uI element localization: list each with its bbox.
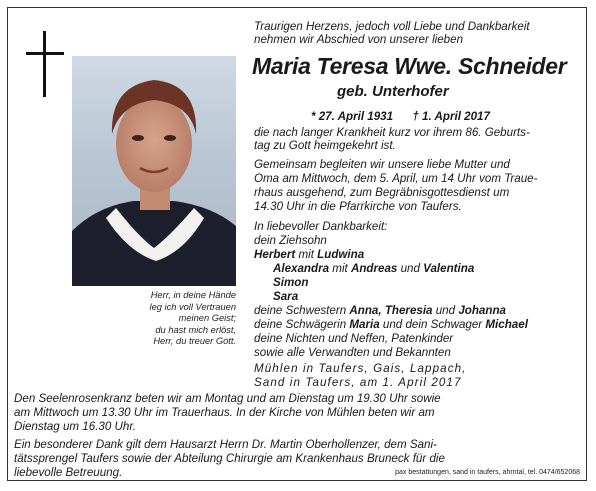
thanks-text: liebevolle Betreuung. (14, 466, 123, 479)
funeral-text: rhaus ausgehend, zum Begräbnisgottesdienst um (254, 186, 510, 199)
deceased-name: Maria Teresa Wwe. Schneider (252, 53, 567, 79)
thanks-text: tätssprengel Taufers sowie der Abteilung Chirurgie am Krankenhaus Bruneck für die (14, 452, 445, 465)
portrait-photo (72, 56, 236, 286)
life-dates: * 27. April 1931 † 1. April 2017 (311, 110, 490, 123)
place-line: Sand in Taufers, am 1. April 2017 (254, 376, 462, 389)
mourner-line: sowie alle Verwandten und Bekannten (254, 346, 451, 359)
mourners-heading: In liebevoller Dankbarkeit: (254, 220, 388, 233)
verse-line: Herr, in deine Hände (150, 290, 236, 300)
verse-line: meinen Geist; (178, 313, 236, 324)
rosary-text: Den Seelenrosenkranz beten wir am Montag und am Dienstag um 19.30 Uhr sowie (14, 392, 441, 405)
funeral-text: Oma am Mittwoch, dem 5. April, um 14 Uhr vom Traue- (254, 172, 538, 185)
cross-symbol-bar (26, 52, 64, 55)
mourner-line: deine Schwägerin Maria und dein Schwager Michael (254, 318, 528, 331)
maiden-name: geb. Unterhofer (337, 83, 449, 100)
rosary-text: Dienstag um 16.30 Uhr. (14, 420, 137, 433)
verse-line: leg ich voll Vertrauen (149, 301, 236, 312)
intro-line: Traurigen Herzens, jedoch voll Liebe und Dankbarkeit (254, 20, 530, 33)
mourner-line: Simon (273, 276, 309, 289)
mourner-line: deine Schwestern Anna, Theresia und Johanna (254, 304, 506, 317)
death-text: tag zu Gott heimgekehrt ist. (254, 139, 396, 152)
rosary-text: am Mittwoch um 13.30 Uhr im Trauerhaus. In der Kirche von Mühlen beten wir am (14, 406, 435, 419)
funeral-text: Gemeinsam begleiten wir unsere liebe Mutter und (254, 158, 510, 171)
verse-line: Herr, du treuer Gott. (153, 336, 236, 347)
mourner-line: Herbert mit Ludwina (254, 248, 365, 261)
verse-text (72, 290, 236, 348)
verse-line: du hast mich erlöst, (155, 324, 236, 335)
mourner-line: Sara (273, 290, 299, 303)
death-text: die nach langer Krankheit kurz vor ihrem 86. Geburts- (254, 126, 530, 139)
funeral-home-footer: pax bestattungen, sand in taufers, ahrntal, tel. 0474/652068 (395, 469, 580, 476)
mourner-line: Alexandra mit Andreas und Valentina (273, 262, 475, 275)
place-line: Mühlen in Taufers, Gais, Lappach, (254, 362, 467, 375)
mourner-line: dein Ziehsohn (254, 234, 327, 247)
thanks-text: Ein besonderer Dank gilt dem Hausarzt Herrn Dr. Martin Oberhollenzer, dem Sani- (14, 438, 437, 451)
intro-line: nehmen wir Abschied von unserer lieben (254, 33, 464, 46)
cross-symbol (43, 31, 46, 97)
mourner-line: deine Nichten und Neffen, Patenkinder (254, 332, 454, 345)
funeral-text: 14.30 Uhr in die Pfarrkirche von Taufers. (254, 200, 462, 213)
